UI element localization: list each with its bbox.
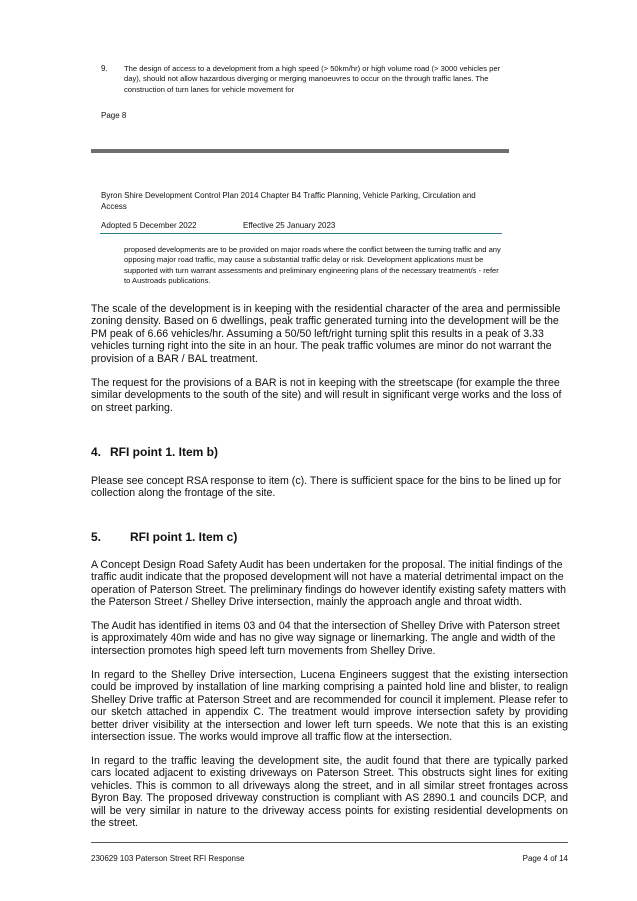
excerpt-item-number: 9.: [101, 64, 108, 73]
paragraph-driveway-sightlines: In regard to the traffic leaving the development site, the audit found that there are typically parked cars located adjacent to existing driveways on Paterson Street. This obstructs sight lines for exiting vehicles. This is common to all driveways along the street, and in all similar street frontages across Byron Bay. The proposed driveway construction is compliant with AS 2890.1 and councils DCP, and will be very similar in nature to the driveway access points for existing residential developments on the street.: [91, 755, 568, 830]
excerpt-item-text: The design of access to a development from a high speed (> 50km/hr) or high volume road (> 3000 vehicles per day), should not allow hazardous diverging or merging manoeuvres to occur on the through traffic lanes. The construction of turn lanes for vehicle movement for: [124, 64, 501, 94]
excerpt-adopted-date: Adopted 5 December 2022: [101, 221, 197, 230]
paragraph-road-safety-audit: A Concept Design Road Safety Audit has been undertaken for the proposal. The initial findings of the traffic audit indicate that the proposed development will not have a material detrimental impact on the operation of Paterson Street. The preliminary findings do however identify existing safety matters with the Paterson Street / Shelley Drive intersection, mainly the approach angle and throat width.: [91, 559, 566, 609]
section-5-number: 5.: [91, 530, 102, 544]
excerpt-continuation: proposed developments are to be provided on major roads where the conflict between the turning traffic and any opposing major road traffic, may cause a substantial traffic delay or risk. Development applications must be supported with turn warrant assessments and preliminary engineering plans of the necessary treatment/s - refer to Austroads publications.: [124, 245, 501, 285]
paragraph-audit-items: The Audit has identified in items 03 and 04 that the intersection of Shelley Drive with Paterson street is approximately 40m wide and has no give way signage or linemarking. The angle and width of the intersection promotes high speed left turn movements from Shelley Drive.: [91, 620, 560, 657]
section-4-number: 4.: [91, 445, 102, 459]
excerpt-dcp-title: Byron Shire Development Control Plan 2014 Chapter B4 Traffic Planning, Vehicle Parking, Circulation and Access: [101, 191, 476, 211]
footer-document-reference: 230629 103 Paterson Street RFI Response: [91, 854, 245, 863]
section-5-heading: RFI point 1. Item c): [130, 530, 238, 544]
paragraph-shelley-intersection: In regard to the Shelley Drive intersection, Lucena Engineers suggest that the existing intersection could be improved by installation of line marking comprising a painted hold line and blister, to realign Shelley Drive traffic at Paterson Street and are recommended for council it implement. Please refer to our sketch attached in appendix C. The treatment would improve intersection safety by providing better driver visibility at the intersection and lower left turn speeds. We note that this is an existing intersection issue. The works would improve all traffic flow at the intersection.: [91, 669, 568, 744]
section-4-heading: RFI point 1. Item b): [110, 445, 218, 459]
excerpt-effective-date: Effective 25 January 2023: [243, 221, 336, 230]
excerpt-page-label: Page 8: [101, 111, 127, 120]
footer-page-number: Page 4 of 14: [522, 854, 568, 863]
excerpt-divider: [91, 149, 509, 153]
footer-rule: [91, 842, 568, 843]
excerpt-header-rule: [100, 233, 502, 234]
paragraph-bar-request: The request for the provisions of a BAR is not in keeping with the streetscape (for example the three similar developments to the south of the site) and will result in significant verge works and the loss of on street parking.: [91, 377, 562, 414]
paragraph-bins: Please see concept RSA response to item (c). There is sufficient space for the bins to be lined up for collection along the frontage of the site.: [91, 475, 562, 500]
paragraph-scale-of-development: The scale of the development is in keeping with the residential character of the area and permissible zoning density. Based on 6 dwellings, peak traffic generated turning into the development will be the PM peak of 6.66 vehicles/hr. Assuming a 50/50 left/right turning split this results in a peak of 3.33 vehicles turning right into the site in an hour. The peak traffic volumes are minor do not warrant the provision of a BAR / BAL treatment.: [91, 303, 561, 365]
